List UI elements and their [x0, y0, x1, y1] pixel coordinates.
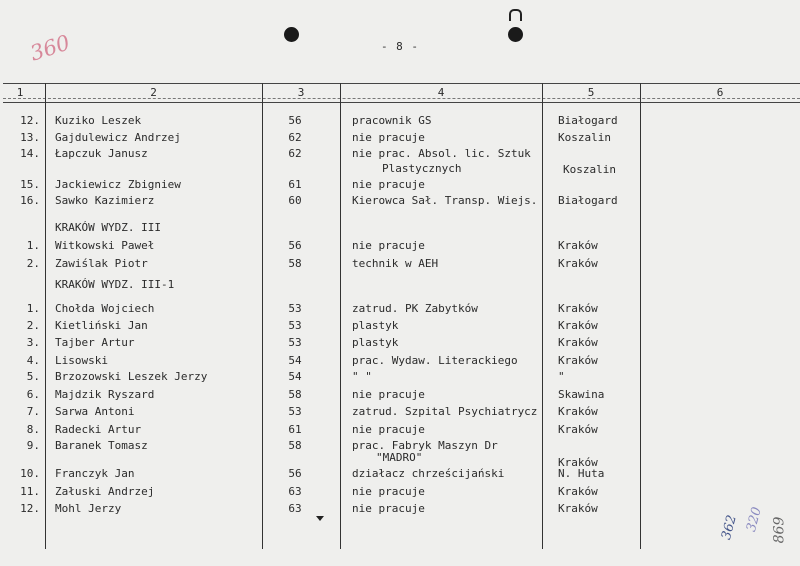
table-row [0, 355, 800, 371]
page-turn-marker [316, 516, 324, 521]
column-header: 2 [150, 86, 157, 99]
person-name: Chołda Wojciech [55, 302, 155, 315]
column-header: 1 [16, 86, 24, 99]
place-cell: Koszalin [558, 131, 611, 144]
row-number: 5. [26, 370, 40, 383]
row-number: 3. [26, 336, 40, 349]
age-cell: 58 [288, 257, 302, 270]
age-cell: 63 [288, 502, 302, 515]
row-number: 4. [26, 354, 40, 367]
place-cell: Kraków [558, 405, 598, 418]
row-number: 16. [20, 194, 40, 207]
person-name: Łapczuk Janusz [55, 147, 148, 160]
occupation-continuation: Plastycznych [382, 162, 462, 175]
column-header: 3 [297, 86, 305, 99]
occupation-cell: prac. Fabryk Maszyn Dr [352, 439, 498, 452]
occupation-cell: nie pracuje [352, 131, 425, 144]
person-name: Gajdulewicz Andrzej [55, 131, 181, 144]
age-cell: 62 [288, 131, 302, 144]
row-number: 6. [26, 388, 40, 401]
person-name: Brzozowski Leszek Jerzy [55, 370, 208, 383]
age-cell: 60 [288, 194, 302, 207]
row-number: 2. [26, 319, 40, 332]
table-row [0, 468, 800, 484]
age-cell: 62 [288, 147, 302, 160]
person-name: Sawko Kazimierz [55, 194, 155, 207]
table-row [0, 486, 800, 502]
person-name: Majdzik Ryszard [55, 388, 155, 401]
place-cell: N. Huta [558, 467, 605, 480]
occupation-cell: nie pracuje [352, 178, 425, 191]
age-cell: 61 [288, 178, 302, 191]
place-continuation: Koszalin [563, 163, 616, 176]
row-number: 2. [26, 257, 40, 270]
column-header: 4 [437, 86, 445, 99]
person-name: Kietliński Jan [55, 319, 148, 332]
table-row [0, 371, 800, 387]
punch-hole [284, 27, 299, 42]
person-name: Zawiślak Piotr [55, 257, 148, 270]
person-name: Jackiewicz Zbigniew [55, 178, 181, 191]
occupation-cell: prac. Wydaw. Literackiego [352, 354, 518, 367]
place-cell: Białogard [558, 114, 618, 127]
column-header: 5 [587, 86, 595, 99]
age-cell: 54 [288, 370, 302, 383]
age-cell: 54 [288, 354, 302, 367]
age-cell: 53 [288, 405, 302, 418]
table-row [0, 389, 800, 405]
occupation-cell: nie pracuje [352, 502, 425, 515]
corner-annotation: 869 [771, 516, 788, 544]
punch-hole [508, 27, 523, 42]
place-cell: Kraków [558, 239, 598, 252]
place-cell: Kraków [558, 257, 598, 270]
occupation-cell: działacz chrześcijański [352, 467, 505, 480]
archive-number-annotation: 360 [27, 30, 73, 66]
staple-mark [509, 9, 522, 21]
occupation-cell: Kierowca Sał. Transp. Wiejs. [352, 194, 538, 207]
row-number: 10. [20, 467, 40, 480]
person-name: Sarwa Antoni [55, 405, 135, 418]
page-number: - 8 - [380, 40, 420, 53]
person-name: Kuziko Leszek [55, 114, 142, 127]
table-row [0, 258, 800, 274]
occupation-cell: nie prac. Absol. lic. Sztuk [352, 147, 531, 160]
header-rule [3, 102, 800, 103]
person-name: Lisowski [55, 354, 108, 367]
occupation-continuation: "MADRO" [376, 451, 423, 464]
age-cell: 53 [288, 302, 302, 315]
corner-annotation: 362 [718, 513, 740, 542]
place-cell: Kraków [558, 423, 598, 436]
row-number: 8. [26, 423, 40, 436]
corner-annotation: 320 [743, 505, 765, 534]
person-name: KRAKÓW WYDZ. III-1 [55, 278, 175, 291]
table-row [0, 132, 800, 148]
age-cell: 53 [288, 336, 302, 349]
occupation-cell: nie pracuje [352, 239, 425, 252]
place-continuation: Kraków [558, 456, 598, 469]
row-number: 11. [20, 485, 40, 498]
table-row [0, 279, 800, 295]
table-row [0, 179, 800, 195]
occupation-cell: nie pracuje [352, 423, 425, 436]
occupation-cell: plastyk [352, 336, 399, 349]
table-row [0, 406, 800, 422]
table-row [0, 115, 800, 131]
person-name: Mohl Jerzy [55, 502, 122, 515]
row-number: 7. [26, 405, 40, 418]
age-cell: 61 [288, 423, 302, 436]
table-row [0, 195, 800, 211]
person-name: KRAKÓW WYDZ. III [55, 221, 161, 234]
column-header: 6 [716, 86, 724, 99]
age-cell: 56 [288, 467, 302, 480]
person-name: Witkowski Paweł [55, 239, 155, 252]
row-number: 12. [20, 114, 40, 127]
place-cell: Kraków [558, 319, 598, 332]
person-name: Baranek Tomasz [55, 439, 148, 452]
table-row [0, 240, 800, 256]
person-name: Załuski Andrzej [55, 485, 155, 498]
occupation-cell: zatrud. PK Zabytków [352, 302, 478, 315]
place-cell: Kraków [558, 485, 598, 498]
table-row [0, 303, 800, 319]
place-cell: Kraków [558, 502, 598, 515]
place-cell: Białogard [558, 194, 618, 207]
row-number: 1. [26, 302, 40, 315]
table-row [0, 503, 800, 519]
row-number: 9. [26, 439, 40, 452]
occupation-cell: pracownik GS [352, 114, 432, 127]
table-row [0, 424, 800, 440]
table-top-rule [3, 83, 800, 84]
table-row [0, 320, 800, 336]
occupation-cell: zatrud. Szpital Psychiatrycz [352, 405, 538, 418]
row-number: 14. [20, 147, 40, 160]
age-cell: 56 [288, 114, 302, 127]
age-cell: 58 [288, 439, 302, 452]
occupation-cell: technik w AEH [352, 257, 439, 270]
row-number: 15. [20, 178, 40, 191]
person-name: Radecki Artur [55, 423, 142, 436]
table-row [0, 337, 800, 353]
age-cell: 63 [288, 485, 302, 498]
occupation-cell: nie pracuje [352, 485, 425, 498]
row-number: 12. [20, 502, 40, 515]
place-cell: " [558, 370, 565, 383]
person-name: Tajber Artur [55, 336, 135, 349]
table-row [0, 222, 800, 238]
place-cell: Kraków [558, 354, 598, 367]
occupation-cell: nie pracuje [352, 388, 425, 401]
age-cell: 53 [288, 319, 302, 332]
place-cell: Kraków [558, 336, 598, 349]
age-cell: 58 [288, 388, 302, 401]
row-number: 13. [20, 131, 40, 144]
occupation-cell: " " [352, 370, 372, 383]
occupation-cell: plastyk [352, 319, 399, 332]
person-name: Franczyk Jan [55, 467, 135, 480]
place-cell: Kraków [558, 302, 598, 315]
row-number: 1. [26, 239, 40, 252]
place-cell: Skawina [558, 388, 605, 401]
age-cell: 56 [288, 239, 302, 252]
